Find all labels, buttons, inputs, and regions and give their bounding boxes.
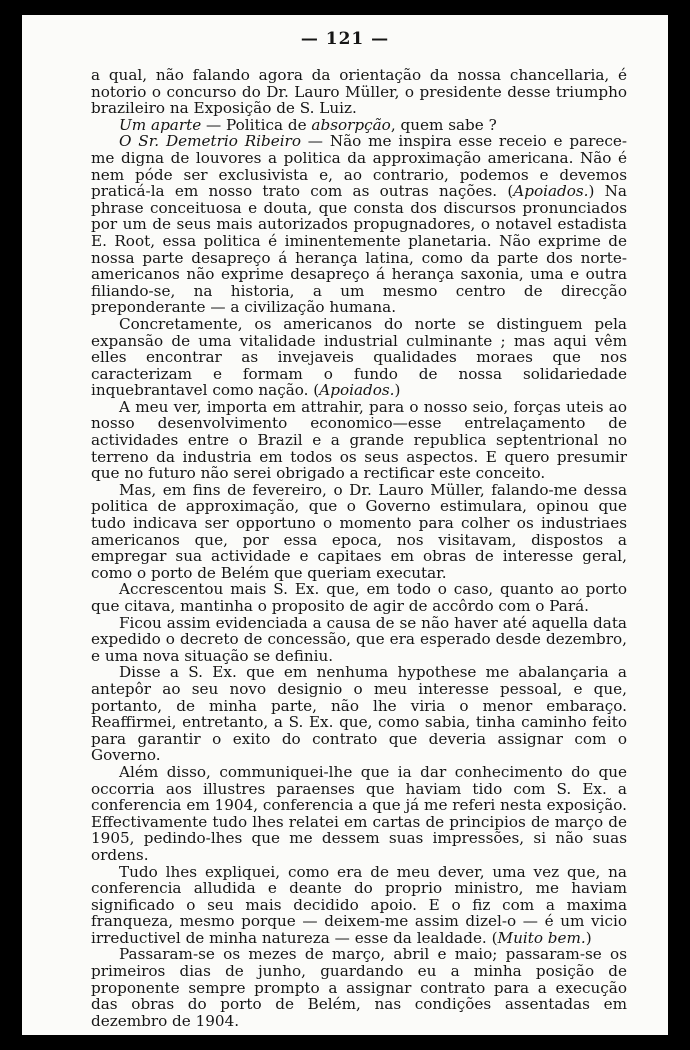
text-run: — Não me inspira esse receio e parece-me digna de louvores a politica da approximação americana. Não é nem póde ser exclusivista e, ao contrario, podemos e devemos praticá-la em nosso trato com as outras nações. (	[91, 132, 627, 201]
italic-text: Apoiados.	[319, 381, 395, 400]
paragraph	[91, 67, 627, 117]
paragraph	[91, 615, 627, 665]
text-run: Concretamente, os americanos do norte se distinguem pela expansão de uma vitalidade industrial culminante ; mas aqui vêm elles encontrar as invejaveis qualidades moraes que nos caracterizam e formam o fundo de nossa solidariedade inquebrantavel como nação. (	[91, 314, 627, 400]
text-run: )	[585, 928, 592, 947]
paragraph	[91, 399, 627, 482]
italic-text: Um aparte	[119, 115, 202, 134]
text-run: Tudo lhes expliquei, como era de meu dever, uma vez que, na conferencia alludida e deante do proprio ministro, me haviam significado o seu mais decidido apoio. E o fiz com a maxima franqueza, mesmo porque — deixem-me assim dizel-o — é um vicio irreductivel de minha natureza — esse da lealdade. (	[91, 862, 627, 947]
paragraph	[91, 316, 627, 399]
paragraph	[91, 664, 627, 764]
text-run: )	[394, 381, 401, 400]
text-run: — Politica de	[201, 115, 312, 134]
italic-text: absorpção	[311, 115, 391, 134]
paragraph	[91, 946, 627, 1029]
text-run: A meu ver, importa em attrahir, para o nosso seio, forças uteis ao nosso desenvolvimento economico—esse entrelaçamento de actividades entre o Brazil e a grande republica septentrional no terreno da industria em todos os seus aspectos. E quero presumir que no futuro não serei obrigado a rectificar este conceito.	[91, 397, 627, 483]
italic-text: O Sr. Demetrio Ribeiro	[119, 132, 301, 151]
italic-text: Apoiados.	[513, 182, 589, 201]
page-number: — 121 —	[300, 29, 390, 49]
document-page	[22, 15, 668, 1035]
paragraph	[91, 864, 627, 947]
paragraph	[91, 133, 627, 316]
text-run: Disse a S. Ex. que em nenhuma hypothese me abalançaria a antepôr ao seu novo designio o meu interesse pessoal, e que, portanto, de minha parte, não lhe viria o menor embaraço. Reaffirmei, entretanto, a S. Ex. que, como sabia, tinha caminho feito para garantir o exito do contrato que deveria assignar com o Governo.	[91, 663, 627, 765]
text-run: , quem sabe ?	[390, 115, 497, 134]
italic-text: Muito bem.	[497, 928, 586, 947]
text-run: Além disso, communiquei-lhe que ia dar conhecimento do que occorria aos illustres paraenses que haviam tido com S. Ex. a conferencia em 1904, conferencia a que já me referi nesta exposição. Effectivamente tudo lhes relatei em cartas de principios de março de 1905, pedindo-lhes que me dessem suas impressões, si não suas ordens.	[91, 762, 627, 864]
paragraph	[91, 482, 627, 582]
text-run: ) Na phrase conceituosa e douta, que consta dos discursos pronunciados por um de seus mais autorizados propugnadores, o notavel estadista E. Root, essa politica é iminentemente planetaria. Não exprime de nossa parte desapreço á herança latina, como da parte dos norte-americanos não exprime desapreço á herança saxonia, uma e outra filiando-se, na historia, a um mesmo centro de direcção preponderante — a civilização humana.	[91, 182, 627, 317]
paragraph	[91, 764, 627, 864]
text-run: a qual, não falando agora da orientação da nossa chancellaria, é notorio o concurso do Dr. Lauro Müller, o presidente desse triumpho brazileiro na Exposição de S. Luiz.	[91, 66, 627, 118]
paragraph	[91, 117, 627, 134]
paragraph	[91, 581, 627, 614]
text-run: Mas, em fins de fevereiro, o Dr. Lauro Müller, falando-me dessa politica de approximação, que o Governo estimulara, opinou que tudo indicava ser opportuno o momento para colher os industriaes americanos que, por essa epoca, nos visitavam, dispostos a empregar sua actividade e capitaes em obras de interesse geral, como o porto de Belém que queriam executar.	[91, 480, 627, 582]
text-run: Accrescentou mais S. Ex. que, em todo o caso, quanto ao porto que citava, mantinha o proposito de agir de accôrdo com o Pará.	[91, 580, 627, 615]
body-text	[91, 67, 627, 1029]
text-run: Ficou assim evidenciada a causa de se não haver até aquella data expedido o decreto de concessão, que era esperado desde dezembro, e uma nova situação se definiu.	[91, 613, 627, 665]
text-run: Passaram-se os mezes de março, abril e maio; passaram-se os primeiros dias de junho, guardando eu a minha posição de proponente sempre prompto a assignar contrato para a execução das obras do porto de Belém, nas condições assentadas em dezembro de 1904.	[91, 945, 627, 1030]
